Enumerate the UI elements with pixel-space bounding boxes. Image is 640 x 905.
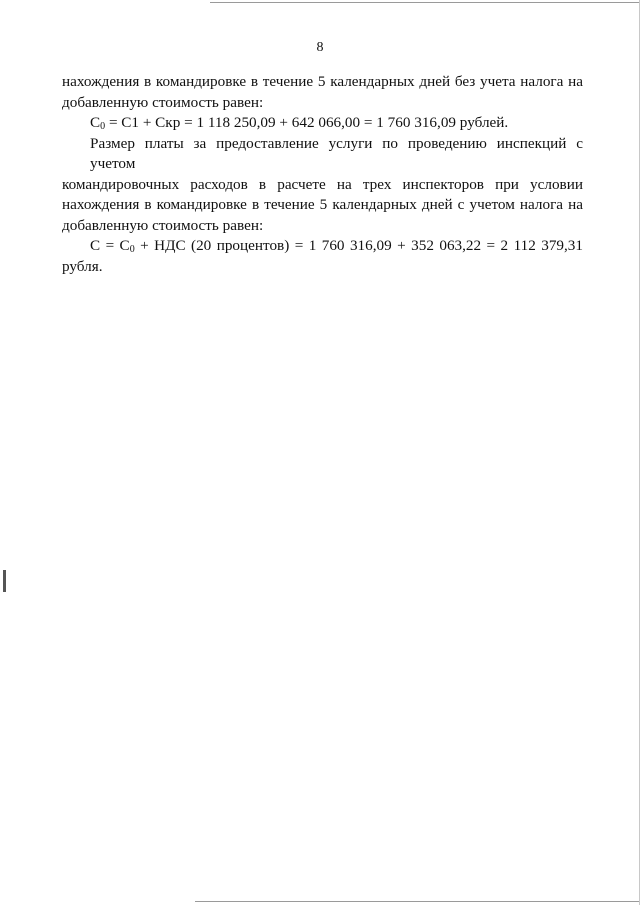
paragraph-2-line-4: добавленную стоимость равен: <box>62 216 264 234</box>
formula-2-continuation: рубля. <box>62 257 103 275</box>
paragraph-2-line-3: нахождения в командировке в течение 5 календарных дней с учетом налога на <box>62 196 583 213</box>
paragraph-1-line-1: нахождения в командировке в течение 5 календарных дней без учета налога на <box>62 73 583 90</box>
formula-2 <box>62 236 583 257</box>
formula-2-expression: + НДС (20 процентов) = 1 760 316,09 + 352 063,22 = 2 112 379,31 <box>134 237 583 254</box>
formula-2-subscript: 0 <box>129 244 135 255</box>
formula-1-expression: = С1 + Скр = 1 118 250,09 + 642 066,00 = 1 760 316,09 рублей. <box>105 114 509 131</box>
page-number: 8 <box>316 40 324 55</box>
paragraph-2-line-2: командировочных расходов в расчете на трех инспекторов при условии <box>62 175 583 193</box>
formula-1-symbol: С <box>90 114 101 131</box>
paragraph-1-line-2: добавленную стоимость равен: <box>62 93 264 111</box>
paragraph-2-line-1: Размер платы за предоставление услуги по проведению инспекций с учетом <box>90 134 583 172</box>
formula-1 <box>62 113 583 134</box>
scan-mark-left <box>3 570 6 592</box>
scan-edge-bottom <box>195 901 640 902</box>
formula-2-prefix: С = С <box>90 237 130 254</box>
scan-edge-top <box>210 2 640 3</box>
document-body <box>62 72 583 277</box>
formula-1-subscript: 0 <box>100 121 106 132</box>
